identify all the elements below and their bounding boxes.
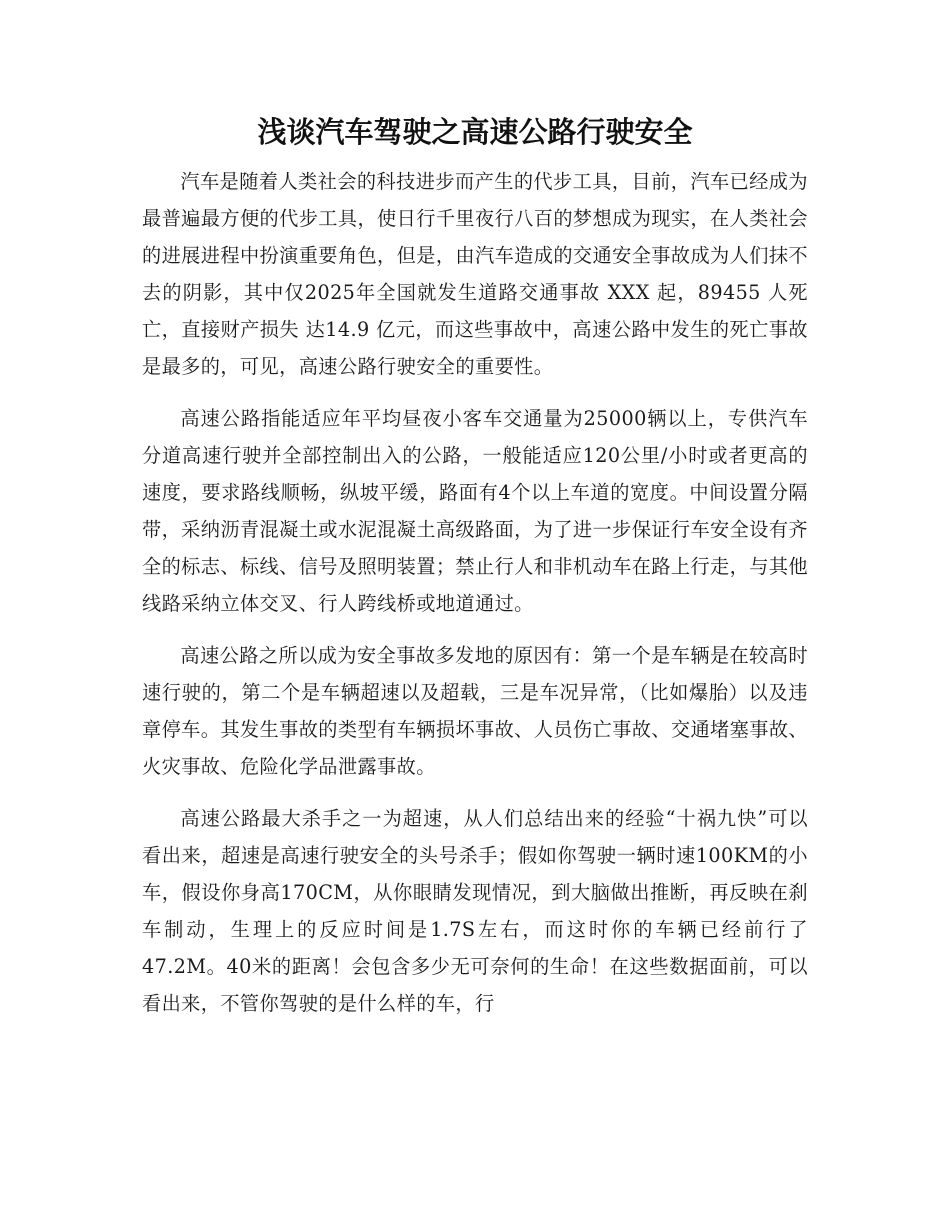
paragraph-definition: 高速公路指能适应年平均昼夜小客车交通量为25000辆以上，专供汽车分道高速行驶并全部控制出入的公路，一般能适应120公里/小时或者更高的速度，要求路线顺畅，纵坡平缓，路面有4个以上车道的宽度。中间设置分隔带，采纳沥青混凝土或水泥混凝土高级路面，为了进一步保证行车安全设有齐全的标志、标线、信号及照明装置；禁止行人和非机动车在路上行走，与其他线路采纳立体交叉、行人跨线桥或地道通过。 <box>142 407 808 615</box>
paragraph-causes: 高速公路之所以成为安全事故多发地的原因有：第一个是车辆是在较高时速行驶的，第二个是车辆超速以及超载，三是车况异常，（比如爆胎）以及违章停车。其发生事故的类型有车辆损坏事故、人员伤亡事故、交通堵塞事故、火灾事故、危险化学品泄露事故。 <box>142 644 808 778</box>
document-title: 浅谈汽车驾驶之高速公路行驶安全 <box>257 115 693 149</box>
document-body <box>142 163 808 1037</box>
paragraph-speeding: 高速公路最大杀手之一为超速，从人们总结出来的经验“十祸九快”可以看出来，超速是高速行驶安全的头号杀手；假如你驾驶一辆时速100KM的小车，假设你身高170CM，从你眼睛发现情况，到大脑做出推断，再反映在刹车制动，生理上的反应时间是1.7S左右，而这时你的车辆已经前行了47.2M。40米的距离！会包含多少无可奈何的生命！在这些数据面前，可以看出来，不管你驾驶的是什么样的车，行 <box>142 807 808 1015</box>
paragraph-intro: 汽车是随着人类社会的科技进步而产生的代步工具，目前，汽车已经成为最普遍最方便的代步工具，使日行千里夜行八百的梦想成为现实，在人类社会的进展进程中扮演重要角色，但是，由汽车造成的交通安全事故成为人们抹不去的阴影，其中仅2025年全国就发生道路交通事故 XXX 起，89455 人死亡，直接财产损失 达14.9 亿元，而这些事故中，高速公路中发生的死亡事故是最多的，可见，高速公路行驶安全的重要性。 <box>142 170 808 378</box>
